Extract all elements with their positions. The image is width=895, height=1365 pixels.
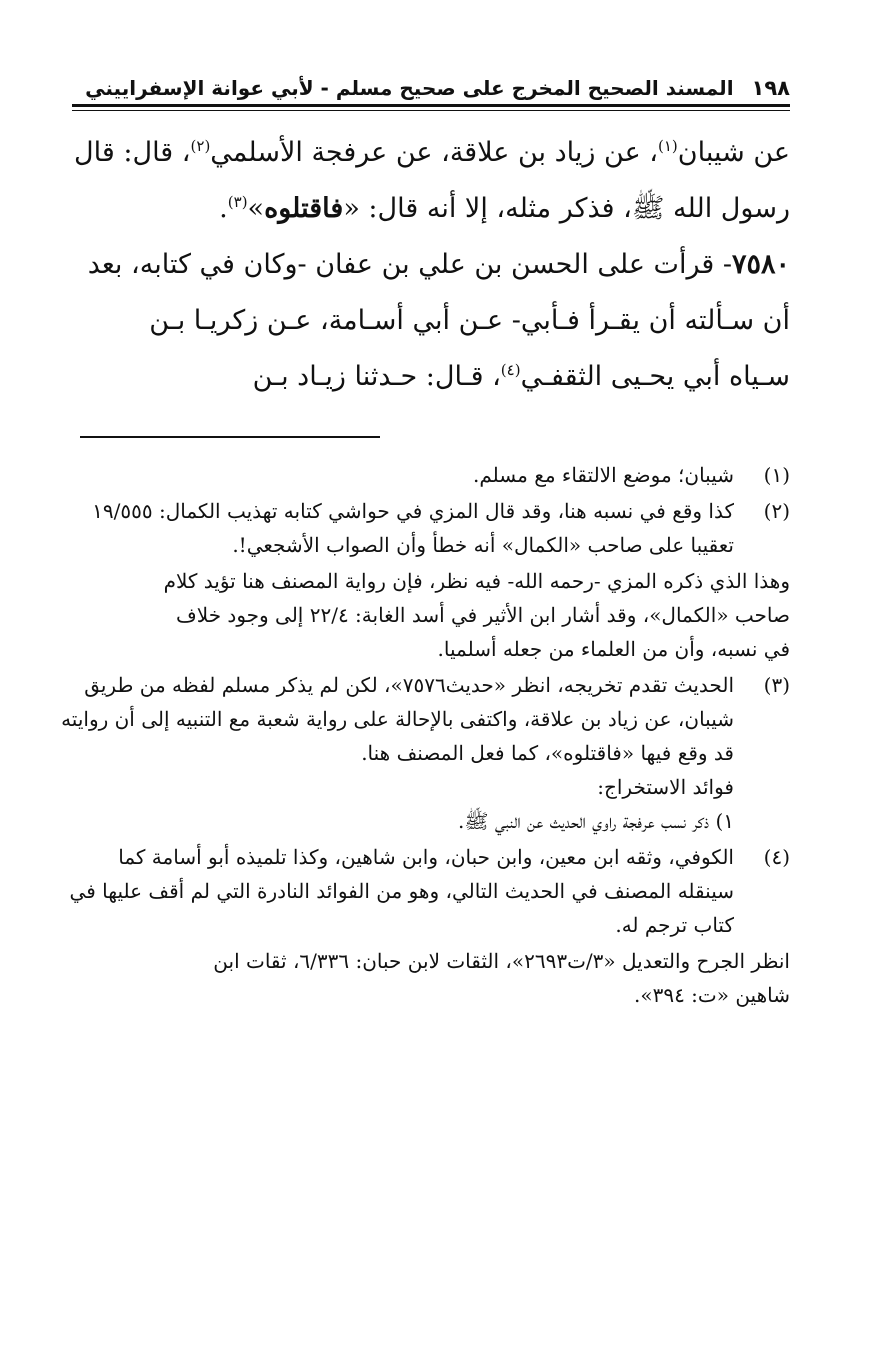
footnote-line: قد وقع فيها «فاقتلوه»، كما فعل المصنف هنا. xyxy=(361,741,734,765)
header-rule xyxy=(72,104,790,107)
footnote-line: سينقله المصنف في الحديث التالي، وهو من الفوائد النادرة التي لم أقف عليها في xyxy=(69,879,734,903)
footnote-line: فوائد الاستخراج: xyxy=(597,775,734,799)
footnote-line: انظر الجرح والتعديل «٣/ت٢٦٩٣»، الثقات لابن حبان: ٦/٣٣٦، ثقات ابن xyxy=(213,949,790,973)
footnote-line: الكوفي، وثقه ابن معين، وابن حبان، وابن شاهين، وكذا تلميذه أبو أسامة كما xyxy=(118,845,734,869)
footnote-2-continuation xyxy=(72,564,790,666)
footnote-2 xyxy=(72,494,790,562)
main-text xyxy=(72,125,790,405)
footnote-ref: (٢) xyxy=(190,137,211,155)
footnote-line: وهذا الذي ذكره المزي -رحمه الله- فيه نظر، فإن رواية المصنف هنا تؤيد كلام xyxy=(163,569,790,593)
main-line: رسول الله ﷺ، فذكر مثله، إلا أنه قال: «فاقتلوه»$^{(٣)}$. xyxy=(219,193,790,224)
book-title: المسند الصحيح المخرج على صحيح مسلم - لأبي عوانة الإسفراييني xyxy=(85,76,734,100)
footnotes xyxy=(61,458,790,1014)
emphasized-word: فاقتلوه xyxy=(264,193,344,224)
footnote-mark: (٢) xyxy=(763,499,790,523)
footnote-line: الحديث تقدم تخريجه، انظر «حديث٧٥٧٦»، لكن لم يذكر مسلم لفظه من طريق xyxy=(84,673,734,697)
footnote-line: شيبان؛ موضع الالتقاء مع مسلم. xyxy=(473,463,734,487)
footnote-mark: (٣) xyxy=(763,673,790,697)
main-line: سـياه أبي يحـيى الثقفـي$^{(٤)}$، قـال: حـدثنا زيـاد بـن xyxy=(252,361,790,392)
footnote-line: في نسبه، وأن من العلماء من جعله أسلميا. xyxy=(437,637,790,661)
footnote-4-continuation xyxy=(72,944,790,1012)
running-header xyxy=(72,70,790,100)
footnote-separator xyxy=(80,436,380,438)
main-line: أن سـألته أن يقـرأ فـأبي- عـن أبي أسـامة، عـن زكريـا بـن xyxy=(149,305,790,336)
footnote-mark: (٤) xyxy=(763,845,790,869)
footnote-line: شاهين «ت: ٣٩٤». xyxy=(633,983,790,1007)
hadith-number: ٧٥٨٠ xyxy=(731,249,790,280)
footnote-line: تعقيبا على صاحب «الكمال» أنه خطأ وأن الصواب الأشجعي!. xyxy=(232,533,734,557)
footnote-ref: (١) xyxy=(658,137,678,155)
footnote-4 xyxy=(69,840,790,942)
footnote-line: صاحب «الكمال»، وقد أشار ابن الأثير في أسد الغابة: ٢٢/٤ إلى وجود خلاف xyxy=(176,603,790,627)
footnote-line: كذا وقع في نسبه هنا، وقد قال المزي في حواشي كتابه تهذيب الكمال: ١٩/٥٥٥ xyxy=(92,499,734,523)
footnote-line: كتاب ترجم له. xyxy=(615,913,734,937)
footnote-line: شيبان، عن زياد بن علاقة، واكتفى بالإحالة على رواية شعبة مع التنبيه إلى أن روايته xyxy=(61,707,734,731)
footnote-1 xyxy=(72,458,790,492)
footnote-ref: (٣) xyxy=(227,193,248,211)
footnote-mark: (١) xyxy=(763,463,790,487)
main-line: عن شيبان$^{(١)}$، عن زياد بن علاقة، عن عرفجة الأسلمي$^{(٢)}$، قال: قال xyxy=(74,137,790,168)
page-number: ١٩٨ xyxy=(751,76,790,100)
footnote-3 xyxy=(61,668,790,838)
main-line: ٧٥٨٠- قرأت على الحسن بن علي بن عفان -وكان في كتابه، بعد xyxy=(87,249,790,280)
footnote-ref: (٤) xyxy=(500,361,521,379)
header-rule-thin xyxy=(72,110,790,111)
footnote-line: ١) ذكر نسب عرفجة راوي الحديث عن النبي ﷺ. xyxy=(458,809,734,833)
